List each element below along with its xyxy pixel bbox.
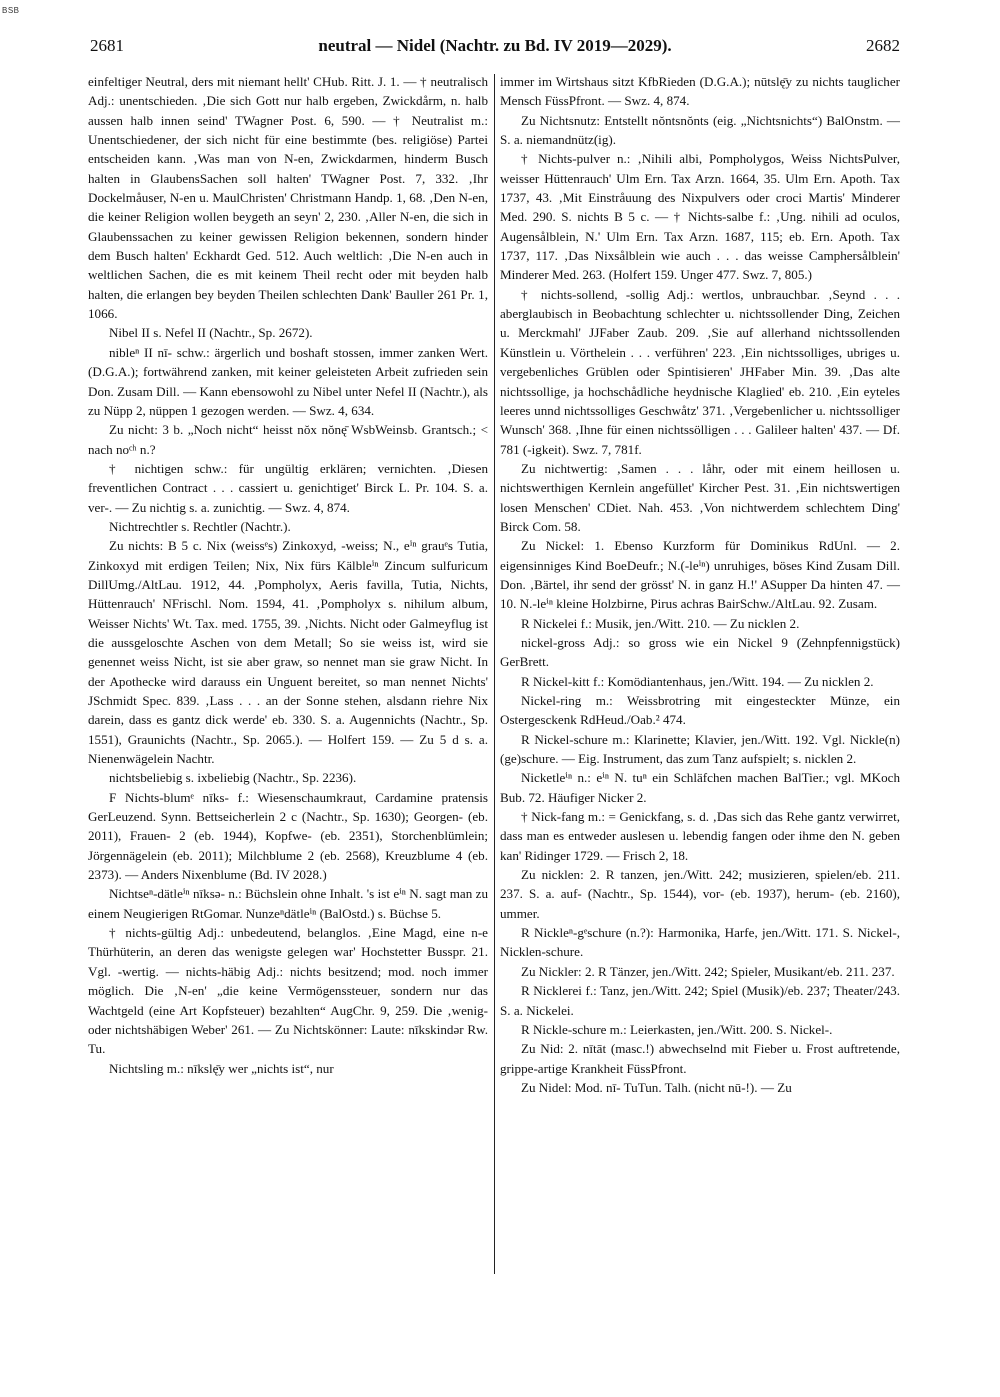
entry-nickelei: R Nickelei f.: Musik, jen./Witt. 210. — Zu nicklen 2. [520, 615, 800, 631]
library-stamp: BSB [2, 6, 20, 15]
right-column [500, 72, 900, 1097]
left-column [88, 72, 488, 1078]
entry-nichtsnutz: Zu Nichtsnutz: Entstellt nŏntsnŏnts (eig. „Nichtsnichts“) BalOnstm. — S. a. niemandnütz(ig). [500, 112, 900, 148]
entry-nicht: Zu nicht: 3 b. „Noch nicht“ heisst nŏx nŏnę̄ WsbWeinsb. Grantsch.; < nach noᶜʰ n.? [88, 422, 488, 457]
header-title: neutral — Nidel (Nachtr. zu Bd. IV 2019—2029). [318, 36, 672, 55]
entry-nickel-schure: R Nickel-schure m.: Klarinette; Klavier, jen./Witt. 192. Vgl. Nickle(n)(ge)schure. — Eig. Instrument, das zum Tanz aufspielt; s. nicklen 2. [500, 731, 900, 767]
entry-nickel-kitt: R Nickel-kitt f.: Komödiantenhaus, jen./Witt. 194. — Zu nicklen 2. [520, 673, 874, 689]
entry-nichtsen-daetlein: Nichtseⁿ-dätleⁱⁿ nīksə- n.: Büchslein ohne Inhalt. 's ist eⁱⁿ N. sagt man zu einem Neugierigen RtGomar. Nunzeⁿdätleⁱⁿ (BalOstd.) s. Büchse 5. [88, 886, 488, 921]
entry-nichtsling: Nichtsling m.: nīkslę̄y wer „nichts ist“, nur [108, 1060, 334, 1076]
entry-nicklen-geschure: R Nickleⁿ-gᵉschure (n.?): Harmonika, Harfe, jen./Witt. 171. S. Nickel-, Nicklen-schure. [500, 925, 900, 960]
running-header [90, 36, 900, 66]
entry-nickle-schure: R Nickle-schure m.: Leierkasten, jen./Witt. 200. S. Nickel-. [520, 1021, 833, 1037]
entry-nidel: Zu Nidel: Mod. nī- TuTun. Talh. (nicht nū-!). — Zu [520, 1079, 792, 1095]
entry-nichts-pulver: † Nichts-pulver n.: ‚Nihili albi, Pompholygos, Weiss NichtsPulver, weisser Hüttenrauch' Ulm Ern. Tax Arzn. 1664, 35. Ulm Ern. Apoth. Tax 1737, 43. ‚Mit Einstråuung des Nixpulvers oder croci Martis' Minderer Med. 290. S. nichts B 5 c. — † Nichts-salbe f.: ‚Ung. nihili ad oculos, Augensålblein, N.' Ulm Ern. Tax Arzn. 1687, 115; eb. Ern. Apoth. Tax 1737, 117. ‚Das Nixsålblein wie auch . . . das weisse Camphersålblein' Minderer Med. 263. (Holfert 159. Unger 477. Swz. 7, 805.) [500, 151, 900, 283]
entry-nichtwertig: Zu nichtwertig: ‚Samen . . . låhr, oder mit einem heillosen u. nichtswerthigen Kernlein angefüllet' Kircher Pest. 31. ‚Ein nichtswertigen losen Menschen' CDiet. Nah. 453. ‚Von nichtwerdem schlechtem Ding' Birck Com. 58. [500, 460, 900, 534]
entry-nibel: Nibel II s. Nefel II (Nachtr., Sp. 2672). [108, 325, 313, 341]
column-divider [494, 74, 495, 1274]
entry-nichts: Zu nichts: B 5 c. Nix (weissᵉs) Zinkoxyd, -weiss; N., eⁱⁿ grauᵉs Tutia, Zinkoxyd mit erdigen Teilen; Nix, Nix fürs Kälbleⁱⁿ Zincum sulfuricum DillUmg./AltLau. 1912, 44. ‚Pompholyx, Aeris favilla, Tutia, Nichts, Hüttenrauch' NFrischl. Nom. 1594, 41. ‚Pompholyx s. nihilum album, Weisser Nichts' Wt. Tax. med. 1755, 39. ‚Nichts. Nicht oder Galmeyflug ist die aussgeloschte Aschen von dem Metall; So sie weiss ist, wird sie genennet weiss Nicht, ist sie aber graw, so nennet man sie graw Nicht. In der Apothecke wird darauss ein Unguent bereitet, so man nennet Nichts' JSchmidt Spec. 839. ‚Lass . . . an der Sonne stehen, alsdann riehre Nix darein, dass es gantz dick werde' eb. 330. S. a. Augennichts (Nachtr., Sp. 1551), Graunichts (Nachtr., Sp. 2065.). — Holfert 159. — Zu 5 d s. a. Nienenwägelein Nachtr. [88, 538, 488, 767]
entry-nichtsling-cont: immer im Wirtshaus sitzt KfbRieden (D.G.A.); nūtslę̄y zu nichts tauglicher Mensch FüssPfront. — Swz. 4, 874. [500, 74, 900, 109]
entry-nickler: Zu Nickler: 2. R Tänzer, jen./Witt. 242; Spieler, Musikant/eb. 211. 237. [520, 963, 895, 979]
entry-nichtrechtler: Nichtrechtler s. Rechtler (Nachtr.). [108, 518, 291, 534]
entry-nickel-gross: nickel-gross Adj.: so gross wie ein Nickel 9 (Zehnpfennigstück) GerBrett. [500, 634, 900, 670]
entry-nicklerei: R Nicklerei f.: Tanz, jen./Witt. 242; Spiel (Musik)/eb. 237; Theater/243. S. a. Nickelei. [500, 983, 900, 1018]
entry-neutral: einfeltiger Neutral, ders mit niemant hellt' CHub. Ritt. J. 1. — † neutralisch Adj.: unentschieden. ‚Die sich Gott nur halb ergeben, Zwickdårm, n. halb aussen halb innen seind' TWagner Post. 6, 590. — † Neutralist m.: Unentschiedener, der sich nicht für eine bestimmte (bes. religiöse) Partei entscheiden kann. ‚Was man von N-en, Zwickdarmen, hinderm Busch halten in GlaubensSachen soll halten' TWagner Post. 7, 332. ‚Ihr Dockelmåuser, N-en u. MaulChristen' Christmann Handp. 1, 68. ‚Den N-en, die keiner Religion wollen beygeth an seyn' 2, 230. ‚Aller N-en, die sich in Glaubenssachen zu keiner gewissen Religion bekennen, sondern hinder dem Busch halten' Eckhardt Ged. 512. Auch weltlich: ‚Die N-en auch in weltlichen Sachen, die es mit keinem Theil recht oder mit beyden halb halten, die erlangen bey beyden Theilen schlechten Dank' Bauller 261 Pr. 1, 1066. [88, 74, 488, 322]
entry-nichts-gueltig: † nichts-gültig Adj.: unbedeutend, belanglos. ‚Eine Magd, eine n-e Thürhüterin, an deren das wenigste gelegen war' Hochstetter Busspr. 21. Vgl. -wertig. — nichts-häbig Adj.: nichts besitzend; mod. noch immer möglich. Die ‚N-en' „die keine Vermögenssteuer, sondern nur das Wachtgeld (eine Art Kopfsteuer) bezahlten“ AugChr. 9, 259. Die ‚wenig- oder nichtshäbigen Weber' 261. — Zu Nichtskönner: Laute: nīkskindər Rw. Tu. [88, 925, 488, 1057]
entry-nichts-sollend: † nichts-sollend, -sollig Adj.: wertlos, unbrauchbar. ‚Seynd . . . aberglaubisch in Beobachtung schlechter u. nichtssollender Ding, Zeichen u. Merckmahl' JJFaber Zaub. 209. ‚Sie auf allerhand nichtssollenden Künstlein u. Vörthelein . . . verführen' 223. ‚Ein nichtssolliges, ubriges u. vergebenliches Grüblen oder Spintisieren' JHFaber Min. 39. ‚Das alte nichtssollige, ja hochschådliche heydnische Klaglied' eb. 210. ‚Ein eyteles leeres unnd nichtssolliges Geschwåtz' 371. ‚Vergebenlicher u. nichtssolliger Wunsch' 368. ‚Ihne für einen nichtssölligen . . . Galileer halten' 437. — Df. 781 (-igkeit). Swz. 7, 781f. [500, 286, 900, 457]
entry-nickel: Zu Nickel: 1. Ebenso Kurzform für Dominikus RdUnl. — 2. eigensinniges Kind BoeDeufr.; N.(-leⁱⁿ) unruhiges, böses Kind Zusam Dill. Don. ‚Bärtel, ihr send der grösst' N. in ganz H.!' ASupper Da hinten 47. — 10. N.-leⁱⁿ kleine Holzbirne, Pirus achras BairSchw./AltLau. 92. Zusam. [500, 538, 900, 612]
entry-nicklen: Zu nicklen: 2. R tanzen, jen./Witt. 242; musizieren, spielen/eb. 211. 237. S. a. auf- (Nachtr., Sp. 1544), vor- (eb. 1937), herum- (eb. 2160), ummer. [500, 867, 900, 921]
entry-niblen: nibleⁿ II nī- schw.: ärgerlich und boshaft stossen, immer zanken Wert. (D.G.A.); fortwährend zanken, mit keiner geleisteten Arbeit zufrieden sein Don. Zusam Dill. — Kann ebensowohl zu Nibel unter Nefel II (Nachtr.), als zu Nüpp 2, nüppen 1 gezogen werden. — Swz. 4, 634. [88, 344, 488, 418]
entry-nickel-ring: Nickel-ring m.: Weissbrotring mit eingesteckter Münze, ein Ostergesckenk RdHeud./Oab.² 474. [500, 693, 900, 728]
entry-nichtsbeliebig: nichtsbeliebig s. ixbeliebig (Nachtr., Sp. 2236). [108, 770, 357, 786]
entry-nid: Zu Nid: 2. nītāt (masc.!) abwechselnd mit Fieber u. Frost auftretende, grippe-artige Krankheit FüssPfront. [500, 1041, 900, 1076]
entry-nichts-blume: F Nichts-blumᵉ nīks- f.: Wiesenschaumkraut, Cardamine pratensis GerLeuzend. Synn. Bettseicherlein 2 c (Nachtr., Sp. 1630); Georgen- (eb. 2011), Frauen- 2 (eb. 1944), Kopfwe- (eb. 2351), Storchenblümlein; Jörgennägelein (eb. 2011); Milchblume 2 (eb. 2568), Kreuzblume 4 (eb. 2373). — Anders Nixenblume (Bd. IV 2028.) [88, 789, 488, 883]
entry-nick-fang: † Nick-fang m.: = Genickfang, s. d. ‚Das sich das Rehe gantz verwirret, dass man es entweder auslesen u. lebendig fangen oder ihme den N. geben kan' Ridinger 1729. — Frisch 2, 18. [500, 809, 900, 863]
page-number-right: 2682 [865, 36, 900, 55]
page-number-left: 2681 [90, 36, 124, 55]
entry-nichtigen: † nichtigen schw.: für ungültig erklären; vernichten. ‚Diesen freventlichen Contract . . . cassiert u. genichtiget' Birck L. Pr. 104. S. a. ver-. — Zu nichtig s. a. zunichtig. — Swz. 4, 874. [88, 460, 488, 515]
entry-nicketlein: Nicketleⁱⁿ n.: eⁱⁿ N. tuⁿ ein Schläfchen machen BalTier.; vgl. MKoch Bub. 72. Häufiger Nicker 2. [500, 770, 900, 805]
